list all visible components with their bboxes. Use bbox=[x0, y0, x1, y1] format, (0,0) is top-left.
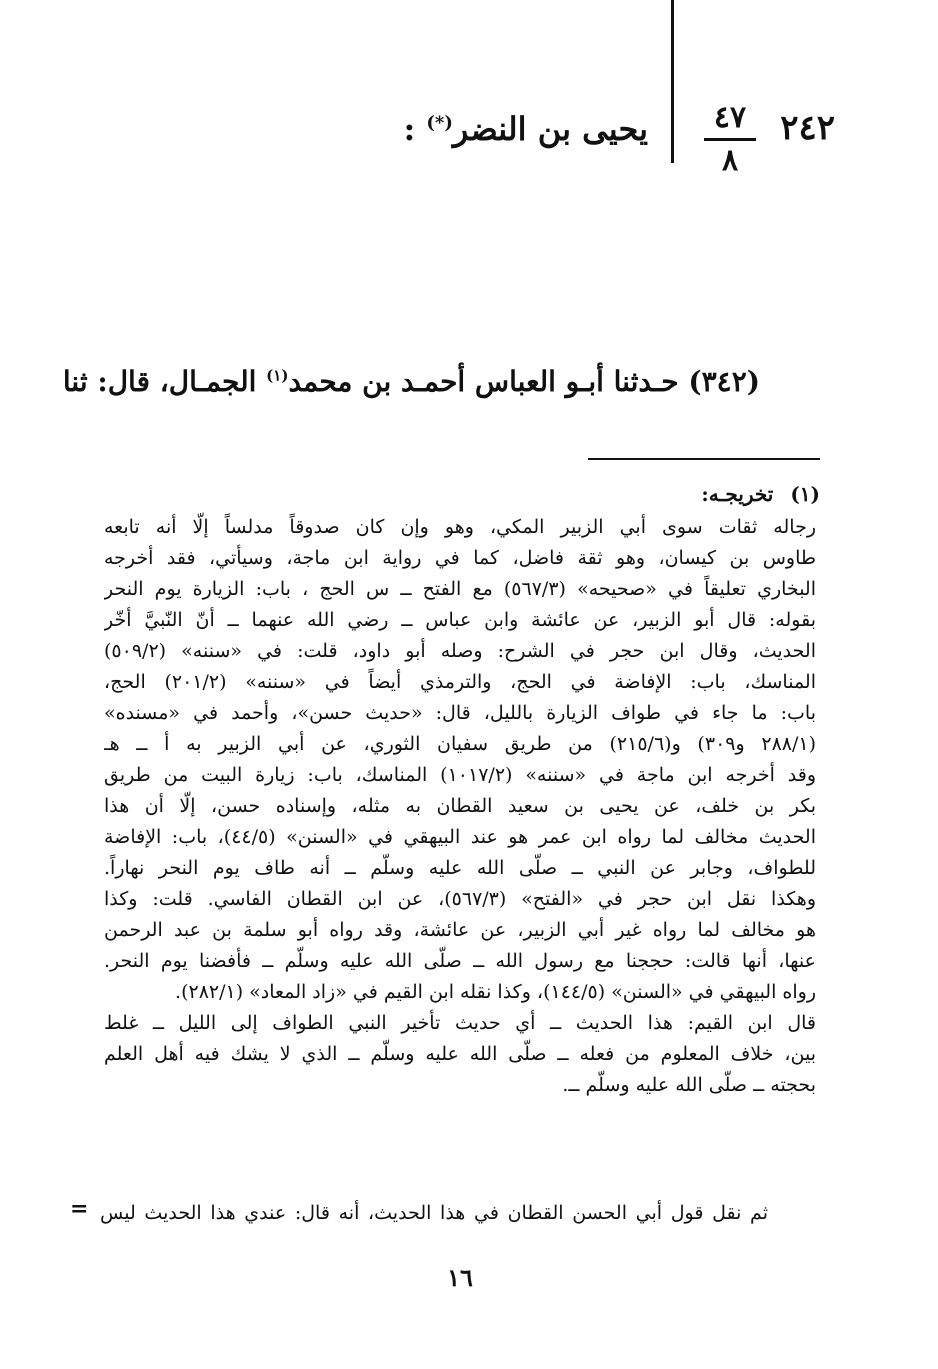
title-mark: (*) bbox=[426, 112, 453, 134]
continuation-mark: = bbox=[70, 1196, 89, 1222]
footnote-line: رجاله ثقات سوى أبي الزبير المكي، وهو وإن كان صدوقاً مدلساً إلّا أنه تابعه bbox=[104, 516, 816, 538]
footnote-line: باب: ما جاء في طواف الزيارة بالليل، قال: «حديث حسن»، وأحمد في «مسنده» bbox=[104, 702, 816, 724]
footnote-line: بقوله: قال أبو الزبير، عن عائشة وابن عباس ــ رضي الله عنهما ــ أنّ النّبيَّ أخّر bbox=[104, 609, 816, 631]
footnote-line: قال ابن القيم: هذا الحديث ــ أي حديث تأخير النبي الطواف إلى الليل ــ غلط bbox=[104, 1012, 816, 1034]
footnote-line: بحجته ــ صلّى الله عليه وسلّم ــ. bbox=[562, 1074, 816, 1096]
footnote-line: بكر بن خلف، عن يحيى بن سعيد القطان به مثله، وإسناده حسن، إلّا أن هذا bbox=[104, 795, 816, 817]
footnote-line: الحديث، وقال ابن حجر في الشرح: وصله أبو داود، قلت: في «سننه» (٥٠٩/٢) bbox=[104, 640, 816, 662]
volume-fraction bbox=[700, 100, 760, 179]
fraction-bottom: ٨ bbox=[721, 143, 739, 178]
footnote-line: عنها، أنها قالت: حججنا مع رسول الله ــ صلّى الله عليه وسلّم ــ فأفضنا يوم النحر. bbox=[104, 950, 816, 972]
footnote-line: الحديث مخالف لما رواه ابن عمر هو عند البيهقي في «السنن» (٤٤/٥)، باب: الإفاضة bbox=[104, 826, 816, 848]
footnote-separator bbox=[588, 458, 820, 460]
footnote-line: طاوس بن كيسان، وهو ثقة فاضل، كما في رواية ابن ماجة، وسيأتي، فقد أخرجه bbox=[104, 547, 816, 569]
title-colon: : bbox=[403, 110, 416, 148]
fraction-top: ٤٧ bbox=[713, 100, 747, 135]
footnote-line: للطواف، وجابر عن النبي ــ صلّى الله عليه وسلّم ــ أنه طاف يوم النحر نهاراً. bbox=[104, 857, 816, 879]
footnote-line: رواه البيهقي في «السنن» (١٤٤/٥)، وكذا نقله ابن القيم في «زاد المعاد» (٢٨٢/١). bbox=[175, 981, 816, 1003]
footnote-line: هو مخالف لما رواه غير أبي الزبير، عن عائشة، وقد رواه أبو سلمة بن عبد الرحمن bbox=[104, 919, 816, 941]
footnote-line: بين، خلاف المعلوم من فعله ــ صلّى الله عليه وسلّم ــ الذي لا يشك فيه أهل العلم bbox=[104, 1043, 816, 1065]
footnote-line: المناسك، باب: الإفاضة في الحج، والترمذي أيضاً في «سننه» (٢٠١/٢) الحج، bbox=[104, 671, 816, 693]
footnote-line: وقد أخرجه ابن ماجة في «سننه» (١٠١٧/٢) المناسك، باب: زيارة البيت من طريق bbox=[104, 764, 816, 786]
footnote-last-line: ثم نقل قول أبي الحسن القطان في هذا الحديث، أنه قال: عندي هذا الحديث ليس bbox=[100, 1202, 768, 1224]
hadith-text-end: الجمـال، قال: ثنا bbox=[62, 365, 267, 398]
footnote-number: (١) bbox=[790, 482, 820, 506]
title-text: يحيى بن النضر bbox=[452, 110, 648, 148]
footnote-label: تخريجـه: bbox=[701, 482, 774, 506]
footnote-reference: (١) bbox=[266, 366, 289, 385]
footnote-body bbox=[104, 512, 816, 1101]
footnote-heading bbox=[640, 482, 820, 506]
hadith-text-start: (٣٤٢) حـدثنا أبـو العباس أحمـد بن محمد bbox=[288, 365, 760, 398]
entry-number: ٢٤٢ bbox=[780, 108, 835, 148]
footnote-line: البخاري تعليقاً في «صحيحه» (٥٦٧/٣) مع الفتح ــ س الحج ، باب: الزيارة يوم النحر bbox=[104, 578, 816, 600]
fraction-bar bbox=[704, 138, 756, 141]
footnote-line: وهكذا نقل ابن حجر في «الفتح» (٥٦٧/٣)، عن ابن القطان الفاسي. قلت: وكذا bbox=[104, 888, 816, 910]
hadith-text bbox=[62, 365, 760, 398]
header-vertical-rule bbox=[671, 0, 674, 163]
page-number: ١٦ bbox=[447, 1263, 473, 1292]
footnote-line: (٢٨٨/١ و٣٠٩) و(٢١٥/٦) من طريق سفيان الثوري، عن أبي الزبير به أ ــ هـ bbox=[104, 733, 816, 755]
narrator-title bbox=[400, 110, 648, 148]
